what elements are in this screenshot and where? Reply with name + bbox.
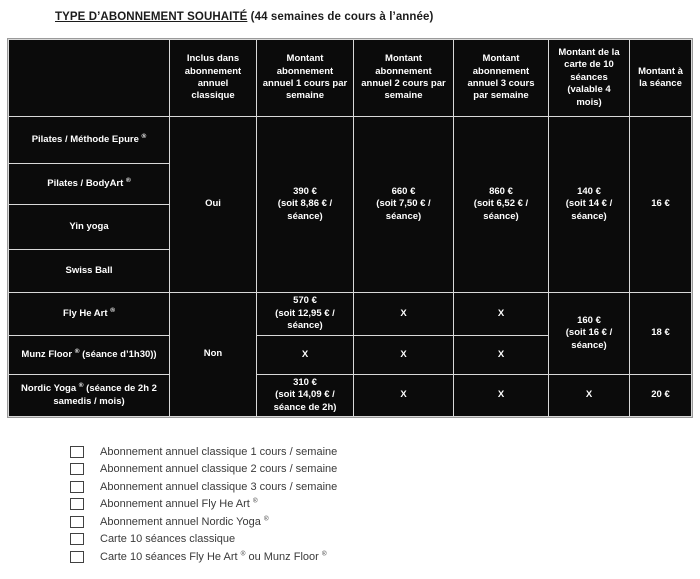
header-cell-a-la-seance: Montant à la séance [630, 40, 692, 117]
page-title-suffix: (44 semaines de cours à l’année) [250, 11, 434, 23]
checkbox-label: Abonnement annuel classique 3 cours / semaine [100, 480, 338, 493]
checklist-item-annuel-nordic-yoga [70, 513, 337, 531]
cell-fly-annuel-2: X [354, 293, 454, 336]
cell-classique-inclus: Oui [170, 117, 257, 293]
header-cell-annuel-2-cours: Montant abonnement annuel 2 cours par semaine [354, 40, 454, 117]
cell-fly-munz-carte-10 [549, 293, 630, 375]
cell-fly-annuel-3: X [454, 293, 549, 336]
checkbox-annuel-nordic-yoga[interactable] [70, 516, 84, 528]
checkbox-label: Carte 10 séances classique [100, 533, 236, 546]
checkbox-label: Abonnement annuel Fly He Art ® [100, 497, 258, 511]
amount: 860 € [489, 185, 513, 197]
cell-fly-annuel-1 [257, 293, 354, 336]
cell-classique-carte-10 [549, 117, 630, 293]
cell-classique-annuel-3 [454, 117, 549, 293]
cell-nordic-annuel-2: X [354, 375, 454, 417]
table-row [9, 375, 692, 417]
amount-note: (soit 16 € / séance) [565, 327, 613, 351]
cell-munz-annuel-1: X [257, 336, 354, 375]
cell-nordic-annuel-1 [257, 375, 354, 417]
checkbox-annuel-3-cours[interactable] [70, 481, 84, 493]
checkbox-carte-10-classique[interactable] [70, 533, 84, 545]
checkbox-label: Carte 10 séances Fly He Art ® ou Munz Floor ® [100, 550, 327, 563]
cell-classique-annuel-2 [354, 117, 454, 293]
checkbox-carte-10-fly-munz[interactable] [70, 551, 84, 563]
row-label-pilates-methode-epure: Pilates / Méthode Epure ® [9, 117, 170, 164]
pricing-table-wrapper [7, 38, 693, 418]
amount: 160 € [577, 314, 601, 326]
cell-nordic-carte-10: X [549, 375, 630, 417]
checkbox-label: Abonnement annuel Nordic Yoga ® [100, 515, 269, 528]
checkbox-annuel-fly-he-art[interactable] [70, 498, 84, 510]
amount: 140 € [577, 185, 601, 197]
amount-note: (soit 12,95 € / séance) [275, 307, 335, 332]
amount: 660 € [391, 185, 416, 197]
cell-nordic-annuel-3: X [454, 375, 549, 417]
checklist-item-annuel-2-cours [70, 461, 337, 479]
amount: 570 € [293, 295, 317, 307]
row-label-pilates-bodyart: Pilates / BodyArt ® [9, 164, 170, 205]
cell-munz-annuel-2: X [354, 336, 454, 375]
cell-nordic-seance: 20 € [630, 375, 692, 417]
checklist-item-annuel-3-cours [70, 478, 337, 496]
table-row [9, 293, 692, 336]
cell-classique-annuel-1 [257, 117, 354, 293]
cell-fly-munz-seance: 18 € [630, 293, 692, 375]
amount-note: (soit 14 € / séance) [565, 198, 613, 222]
checklist-item-annuel-fly-he-art [70, 496, 337, 514]
amount-note: (soit 7,50 € / séance) [376, 198, 431, 222]
pricing-table [8, 39, 692, 417]
table-row [9, 117, 692, 164]
checklist-item-carte-10-fly-munz [70, 548, 337, 566]
subscription-checklist [70, 443, 337, 566]
header-cell-empty [9, 40, 170, 117]
cell-munz-annuel-3: X [454, 336, 549, 375]
page-title-main: TYPE D’ABONNEMENT SOUHAITÉ [55, 11, 248, 23]
checkbox-label: Abonnement annuel classique 2 cours / semaine [100, 463, 338, 476]
checkbox-annuel-2-cours[interactable] [70, 463, 84, 475]
checklist-item-annuel-1-cours [70, 443, 337, 461]
cell-autres-inclus: Non [170, 293, 257, 417]
cell-classique-seance: 16 € [630, 117, 692, 293]
checklist-item-carte-10-classique [70, 531, 337, 549]
row-label-munz-floor: Munz Floor ® (séance d’1h30)) [9, 336, 170, 375]
checkbox-label: Abonnement annuel classique 1 cours / semaine [100, 445, 338, 458]
header-cell-inclus-classique: Inclus dans abonnement annuel classique [170, 40, 257, 117]
header-cell-annuel-3-cours: Montant abonnement annuel 3 cours par semaine [454, 40, 549, 117]
amount-note: (soit 14,09 € / séance de 2h) [273, 389, 337, 413]
page-title [55, 11, 433, 23]
header-row [9, 40, 692, 117]
checkbox-annuel-1-cours[interactable] [70, 446, 84, 458]
row-label-yin-yoga: Yin yoga [9, 205, 170, 250]
header-cell-carte-10-seances: Montant de la carte de 10 séances (valable 4 mois) [549, 40, 630, 117]
amount-note: (soit 8,86 € / séance) [277, 198, 333, 222]
row-label-fly-he-art: Fly He Art ® [9, 293, 170, 336]
header-cell-annuel-1-cours: Montant abonnement annuel 1 cours par semaine [257, 40, 354, 117]
amount: 310 € [293, 377, 317, 388]
amount-note: (soit 6,52 € / séance) [473, 198, 529, 222]
amount: 390 € [293, 185, 317, 197]
row-label-nordic-yoga: Nordic Yoga ® (séance de 2h 2 samedis / mois) [9, 375, 170, 417]
row-label-swiss-ball: Swiss Ball [9, 250, 170, 293]
